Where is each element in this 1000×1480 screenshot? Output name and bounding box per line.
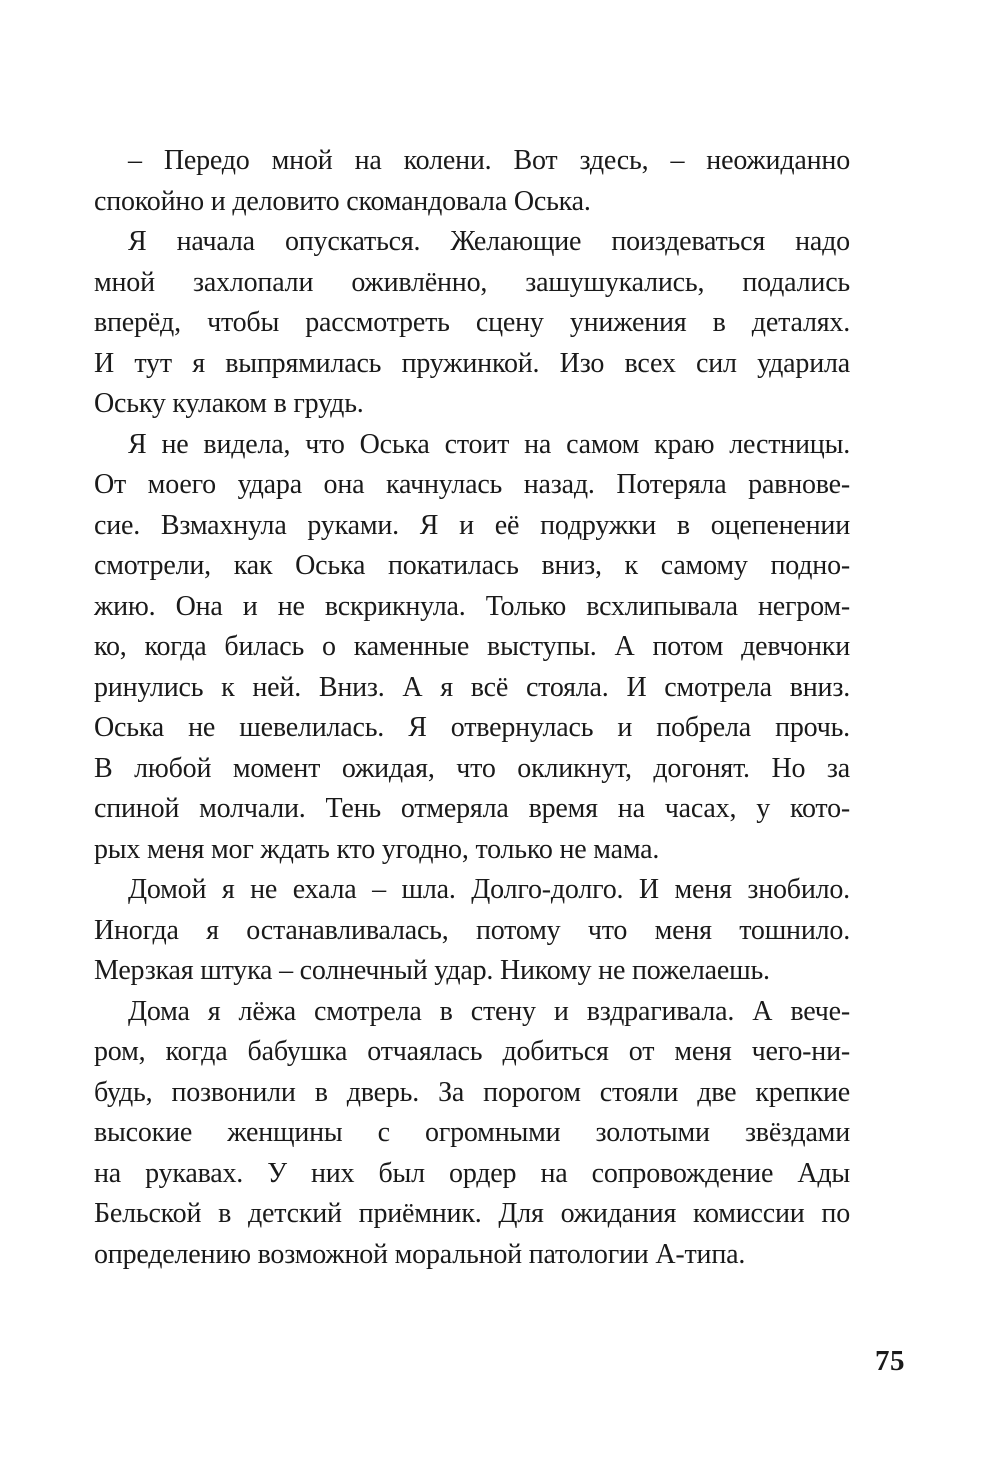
text-line: ко, когда билась о каменные выступы. А потом девчонки — [94, 631, 850, 662]
paragraph — [94, 141, 850, 222]
text-line: Домой я не ехала – шла. Долго-долго. И меня знобило. — [128, 874, 850, 905]
text-line: Оську кулаком в грудь. — [94, 388, 364, 419]
text-line: От моего удара она качнулась назад. Потеряла равнове- — [94, 469, 850, 500]
page-text — [94, 141, 850, 1275]
text-line: И тут я выпрямилась пружинкой. Изо всех сил ударила — [94, 347, 850, 379]
text-line: Мерзкая штука – солнечный удар. Никому не пожелаешь. — [94, 955, 770, 986]
text-line: ром, когда бабушка отчаялась добиться от меня чего-ни- — [94, 1036, 850, 1067]
text-line: – Передо мной на колени. Вот здесь, – неожиданно — [128, 145, 850, 176]
paragraph — [94, 222, 850, 425]
text-line: смотрели, как Оська покатилась вниз, к самому подно- — [94, 550, 850, 581]
text-line: будь, позвонили в дверь. За порогом стояли две крепкие — [94, 1076, 850, 1108]
paragraph — [94, 425, 850, 871]
paragraph — [94, 992, 850, 1276]
text-line: Я не видела, что Оська стоит на самом краю лестницы. — [128, 428, 850, 460]
text-line: спокойно и деловито скомандовала Оська. — [94, 185, 591, 217]
text-line: Я начала опускаться. Желающие поиздеваться надо — [128, 226, 850, 257]
text-line: Дома я лёжа смотрела в стену и вздрагивала. А вече- — [128, 995, 850, 1027]
text-line: жию. Она и не вскрикнула. Только всхлипывала негром- — [94, 590, 850, 622]
text-line: Иногда я останавливалась, потому что меня тошнило. — [94, 914, 850, 946]
text-line: В любой момент ожидая, что окликнут, догонят. Но за — [94, 752, 850, 784]
text-line: на рукавах. У них был ордер на сопровождение Ады — [94, 1157, 850, 1189]
text-line: Оська не шевелилась. Я отвернулась и побрела прочь. — [94, 712, 850, 743]
text-line: сие. Взмахнула руками. Я и её подружки в оцепенении — [94, 509, 850, 541]
text-line: мной захлопали оживлённо, зашушукались, подались — [94, 266, 850, 298]
text-line: вперёд, чтобы рассмотреть сцену унижения в деталях. — [94, 307, 850, 338]
text-line: рых меня мог ждать кто угодно, только не мама. — [94, 833, 660, 865]
text-line: Бельской в детский приёмник. Для ожидания комиссии по — [94, 1198, 850, 1229]
text-line: определению возможной моральной патологии А-типа. — [94, 1238, 746, 1270]
text-line: спиной молчали. Тень отмеряла время на часах, у кото- — [94, 793, 850, 824]
text-line: высокие женщины с огромными золотыми звёздами — [94, 1117, 850, 1148]
text-line: ринулись к ней. Вниз. А я всё стояла. И смотрела вниз. — [94, 671, 850, 703]
page-number: 75 — [875, 1345, 905, 1377]
paragraph — [94, 870, 850, 992]
